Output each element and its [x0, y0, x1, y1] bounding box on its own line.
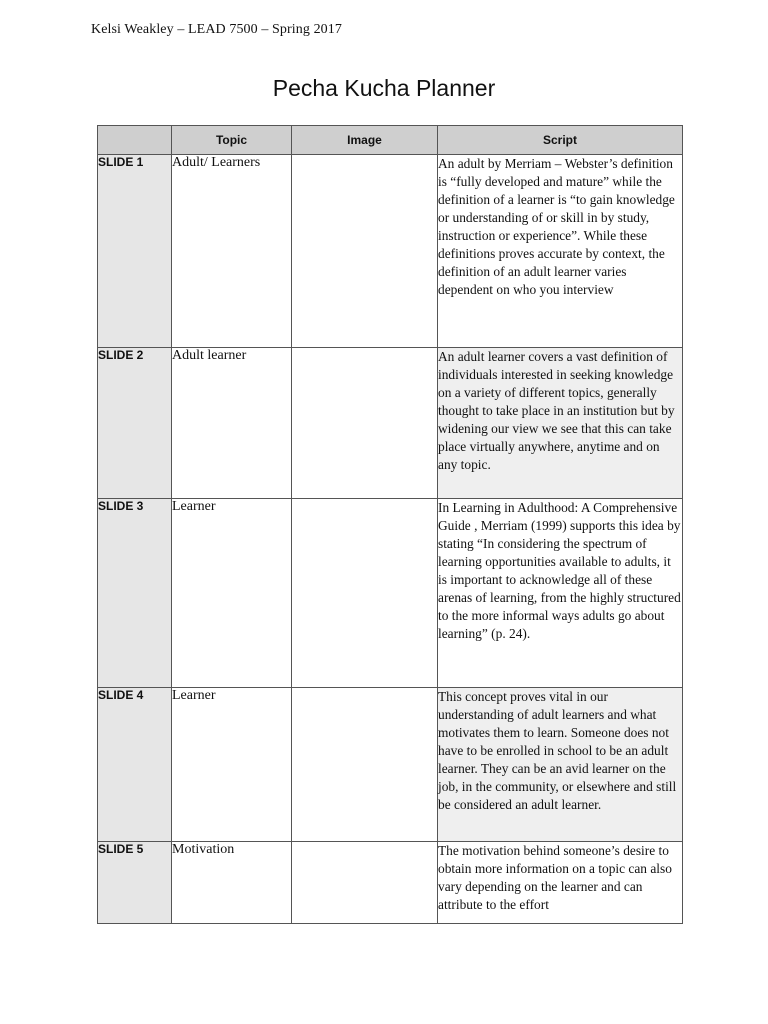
table-row: [98, 155, 683, 348]
image-cell: [292, 155, 438, 348]
topic-cell: Learner: [172, 499, 292, 688]
slide-label: SLIDE 1: [98, 155, 172, 348]
table-row: [98, 842, 683, 924]
script-cell: An adult learner covers a vast definition of individuals interested in seeking knowledge on a variety of different topics, generally thought to take place in an institution but by widening our view we see that this can take place virtually anywhere, anytime and on any topic.: [438, 348, 683, 499]
topic-cell: Adult/ Learners: [172, 155, 292, 348]
script-cell: The motivation behind someone’s desire to obtain more information on a topic can also vary depending on the learner and can attribute to the effort: [438, 842, 683, 924]
slide-label: SLIDE 5: [98, 842, 172, 924]
slide-label: SLIDE 3: [98, 499, 172, 688]
table-row: [98, 688, 683, 842]
column-header-topic: Topic: [172, 126, 292, 155]
script-cell: In Learning in Adulthood: A Comprehensive Guide , Merriam (1999) supports this idea by stating “In considering the spectrum of learning opportunities available to adults, it is important to acknowledge all of these arenas of learning, from the highly structured to the more informal ways adults go about learning” (p. 24).: [438, 499, 683, 688]
topic-cell: Motivation: [172, 842, 292, 924]
column-header-image: Image: [292, 126, 438, 155]
table-row: [98, 348, 683, 499]
table-header-row: [98, 126, 683, 155]
image-cell: [292, 688, 438, 842]
topic-cell: Adult learner: [172, 348, 292, 499]
column-header-script: Script: [438, 126, 683, 155]
table-row: [98, 499, 683, 688]
script-cell: This concept proves vital in our understanding of adult learners and what motivates them to learn. Someone does not have to be enrolled in school to be an adult learner. They can be an avid learner on the job, in the community, or elsewhere and still be considered an adult learner.: [438, 688, 683, 842]
pecha-kucha-table: [97, 125, 683, 924]
column-header-slide: [98, 126, 172, 155]
author-course-line: Kelsi Weakley – LEAD 7500 – Spring 2017: [91, 22, 342, 37]
slide-label: SLIDE 2: [98, 348, 172, 499]
script-cell: An adult by Merriam – Webster’s definition is “fully developed and mature” while the definition of a learner is “to gain knowledge or understanding of or skill in by study, instruction or experience”. While these definitions proves accurate by context, the definition of an adult learner varies dependent on who you interview: [438, 155, 683, 348]
image-cell: [292, 348, 438, 499]
page-title: Pecha Kucha Planner: [272, 75, 496, 102]
image-cell: [292, 842, 438, 924]
slide-label: SLIDE 4: [98, 688, 172, 842]
topic-cell: Learner: [172, 688, 292, 842]
image-cell: [292, 499, 438, 688]
